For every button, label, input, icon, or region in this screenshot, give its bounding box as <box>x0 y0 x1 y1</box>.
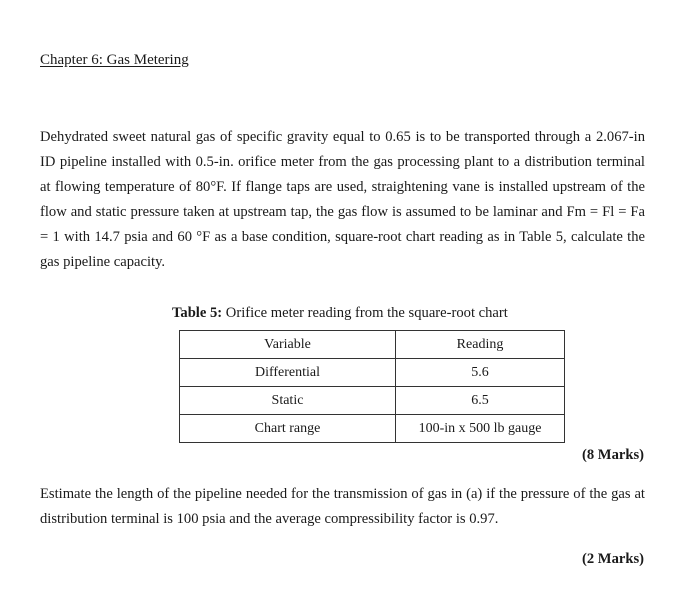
question-a-text: Dehydrated sweet natural gas of specific gravity equal to 0.65 is to be transported through a 2.067-in ID pipeline installed with 0.5-in. orifice meter from the gas processing plant to a distribution terminal at flowing temperature of 80°F. If flange taps are used, straightening vane is installed upstream of the flow and static pressure taken at upstream tap, the gas flow is assumed to be laminar and Fm = Fl = Fa = 1 with 14.7 psia and 60 °F as a base condition, square-root chart reading as in Table 5, calculate the gas pipeline capacity. <box>40 129 645 270</box>
table-row <box>180 415 565 443</box>
table-row <box>180 387 565 415</box>
question-b-text: Estimate the length of the pipeline needed for the transmission of gas in (a) if the pressure of the gas at distribution terminal is 100 psia and the average compressibility factor is 0.97. <box>40 486 645 527</box>
cell-variable: Differential <box>180 359 396 387</box>
cell-variable: Static <box>180 387 396 415</box>
header-reading: Reading <box>396 331 565 359</box>
question-b-marks: (2 Marks) <box>581 551 644 567</box>
table-caption-label: Table 5: <box>172 305 223 321</box>
cell-reading: 6.5 <box>396 387 565 415</box>
cell-reading: 5.6 <box>396 359 565 387</box>
chapter-title: Chapter 6: Gas Metering <box>40 52 189 68</box>
orifice-reading-table <box>179 330 565 443</box>
table-header-row <box>180 331 565 359</box>
table-caption-text: Orifice meter reading from the square-root chart <box>222 305 508 321</box>
cell-variable: Chart range <box>180 415 396 443</box>
table-caption <box>172 305 508 322</box>
header-variable: Variable <box>180 331 396 359</box>
question-a-marks: (8 Marks) <box>581 447 644 463</box>
table-row <box>180 359 565 387</box>
cell-reading: 100-in x 500 lb gauge <box>396 415 565 443</box>
